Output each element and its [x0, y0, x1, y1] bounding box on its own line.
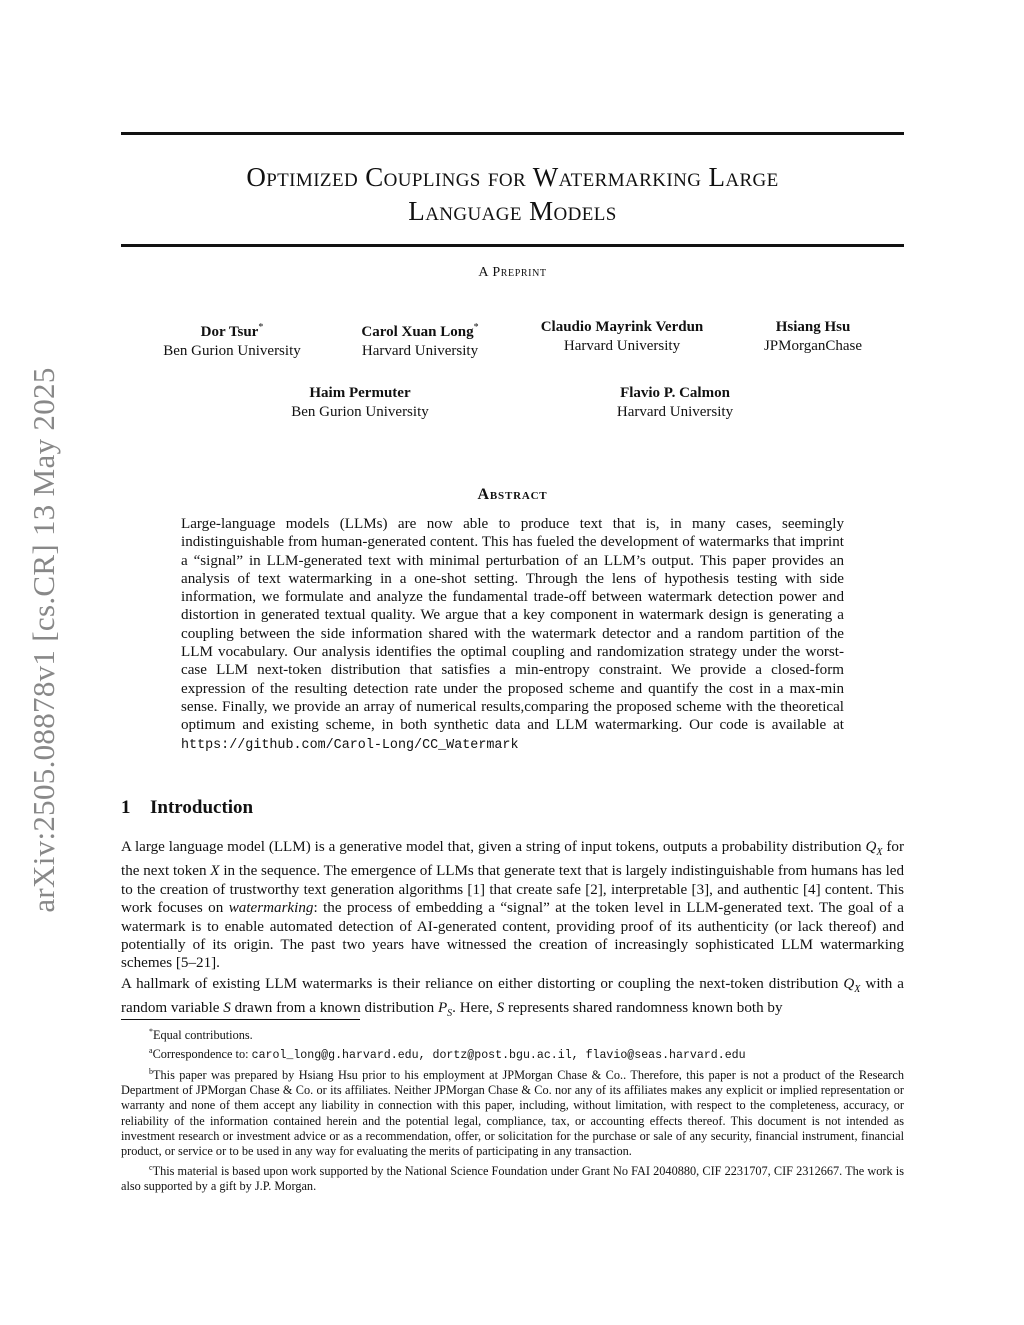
para-text: in the sequence. The emergence of LLMs that generate text that is largely indistinguishable from humans has led to the creation of trustworthy text generation algorithms [1] that create safe [2], interpretable [3], and authentic [4] content. This work focuses on	[121, 863, 905, 917]
intro-paragraph-2	[121, 975, 904, 1024]
author-name: Claudio Mayrink Verdun	[540, 319, 704, 335]
author-name: Haim Permuter	[309, 385, 411, 401]
paper-title-line-2: Language Models	[408, 196, 617, 226]
abstract-body	[181, 515, 844, 755]
arxiv-id: arXiv:2505.08878v1 [cs.CR] 13 May 2025	[26, 367, 61, 913]
math-ps: $P_S$	[437, 1000, 453, 1020]
author-affiliation: Ben Gurion University	[291, 404, 429, 420]
para-text: drawn from a known distribution	[234, 1000, 435, 1017]
para-text: represents shared randomness known both by	[507, 1000, 783, 1017]
author-affiliation: Harvard University	[616, 404, 734, 420]
footnote: *Equal contributions.	[149, 1027, 253, 1043]
author-block	[512, 318, 732, 356]
para-text: A large language model (LLM) is a generative model that, given a string of input tokens, outputs a probability distribution	[121, 839, 862, 855]
math-x: X	[210, 863, 220, 880]
para-text: for the next token	[121, 839, 905, 880]
author-affiliation: Harvard University	[563, 338, 681, 354]
author-name: Dor Tsur	[200, 324, 259, 340]
author-block	[330, 318, 510, 361]
footnote: $^c$This material is based upon work supported by the National Science Foundation under Grant No FAI 2040880, CIF 2231707, CIF 2312667. The work is also supported by a gift by J.P. Morgan.	[121, 1162, 904, 1194]
author-block	[142, 318, 322, 361]
author-affiliation: Harvard University	[361, 343, 479, 359]
para-text: A hallmark of existing LLM watermarks is their reliance on either distorting or coupling the next-token distribution	[121, 976, 839, 992]
author-mark: *	[258, 322, 264, 333]
author-affiliation: JPMorganChase	[763, 338, 863, 354]
section-number: 1	[121, 797, 131, 818]
author-block	[743, 318, 883, 356]
math-qx: $Q_X$	[843, 976, 861, 996]
author-name: Hsiang Hsu	[775, 319, 851, 335]
author-block	[270, 384, 450, 422]
math-s: S	[223, 1000, 231, 1017]
section-title: Introduction	[150, 797, 254, 818]
author-mark: *	[473, 322, 479, 333]
footnote: $^b$This paper was prepared by Hsiang Hsu prior to his employment at JPMorgan Chase & Co.. Therefore, this paper is not a product of the Research Department of JPMorgan Chase & Co. or its affiliates. Neither JPMorgan Chase & Co. nor any of its affiliates makes any explicit or implied representation or warranty and none of them accept any liability in connection with this paper, including, without limitation, with respect to the completeness, accuracy, or reliability of the information contained herein and the potential legal, compliance, tax, or accounting effects thereof. This document is not intended as investment research or investment advice or as a recommendation, offer, or solicitation for the purchase or sale of any security, financial instrument, financial product, or service or to be used in any way for evaluating the merits of participating in any transaction.	[121, 1066, 904, 1159]
emphasis: watermarking	[228, 900, 314, 917]
abstract-heading: Abstract	[477, 486, 548, 503]
para-text: with a random variable	[121, 976, 904, 1017]
para-text: . Here,	[452, 1000, 493, 1017]
math-qx: $Q_X$	[865, 839, 883, 859]
footnote-rule	[121, 1019, 360, 1020]
section-heading	[121, 797, 253, 819]
correspondence-emails[interactable]: carol_long@g.harvard.edu, dortz@post.bgu.ac.il, flavio@seas.harvard.edu	[251, 1049, 746, 1063]
preprint-label: A Preprint	[478, 265, 547, 280]
code-link[interactable]: https://github.com/Carol-Long/CC_Watermark	[181, 737, 519, 753]
author-name: Carol Xuan Long	[361, 324, 474, 340]
footnote: $^a$Correspondence to: carol_long@g.harvard.edu, dortz@post.bgu.ac.il, flavio@seas.harvard.edu	[149, 1046, 746, 1063]
author-block	[585, 384, 765, 422]
intro-paragraph-1	[121, 838, 904, 973]
title-bottom-rule	[121, 244, 904, 247]
author-affiliation: Ben Gurion University	[163, 343, 301, 359]
footnotes	[121, 1024, 904, 1194]
abstract-text: Large-language models (LLMs) are now able to produce text that is, in many cases, seemingly indistinguishable from human-generated content. This has fueled the development of watermarks that imprint a “signal” in LLM-generated text with minimal perturbation of an LLM’s output. This paper provides an analysis of text watermarking in a one-shot setting. Through the lens of hypothesis testing with side information, we formulate and analyze the fundamental trade-off between watermark detection power and distortion in generated textual quality. We argue that a key component in watermark design is generating a coupling between the side information shared with the watermark detector and a random partition of the LLM vocabulary. Our analysis identifies the optimal coupling and randomization strategy under the worst-case LLM next-token distribution that satisfies a min-entropy constraint. We provide a closed-form expression of the resulting detection rate under the proposed scheme and quantify the cost in a max-min sense. Finally, we provide an array of numerical results,comparing the proposed scheme with the theoretical optimum and existing scheme, in both synthetic data and LLM watermarking. Our code is available at	[181, 516, 844, 734]
author-name: Flavio P. Calmon	[620, 385, 730, 401]
para-text: : the process of embedding a “signal” at the token level in LLM-generated text. The goal of a watermark is to enable automated detection of AI-generated content, providing proof of its authenticity (or lack thereof) and potentially of its origin. The past two years have witnessed the creation of increasingly sophisticated LLM watermarking schemes [5–21].	[121, 900, 905, 972]
math-s: S	[496, 1000, 505, 1017]
paper-title-line-1: Optimized Couplings for Watermarking Large	[246, 162, 779, 192]
title-top-rule	[121, 132, 904, 135]
